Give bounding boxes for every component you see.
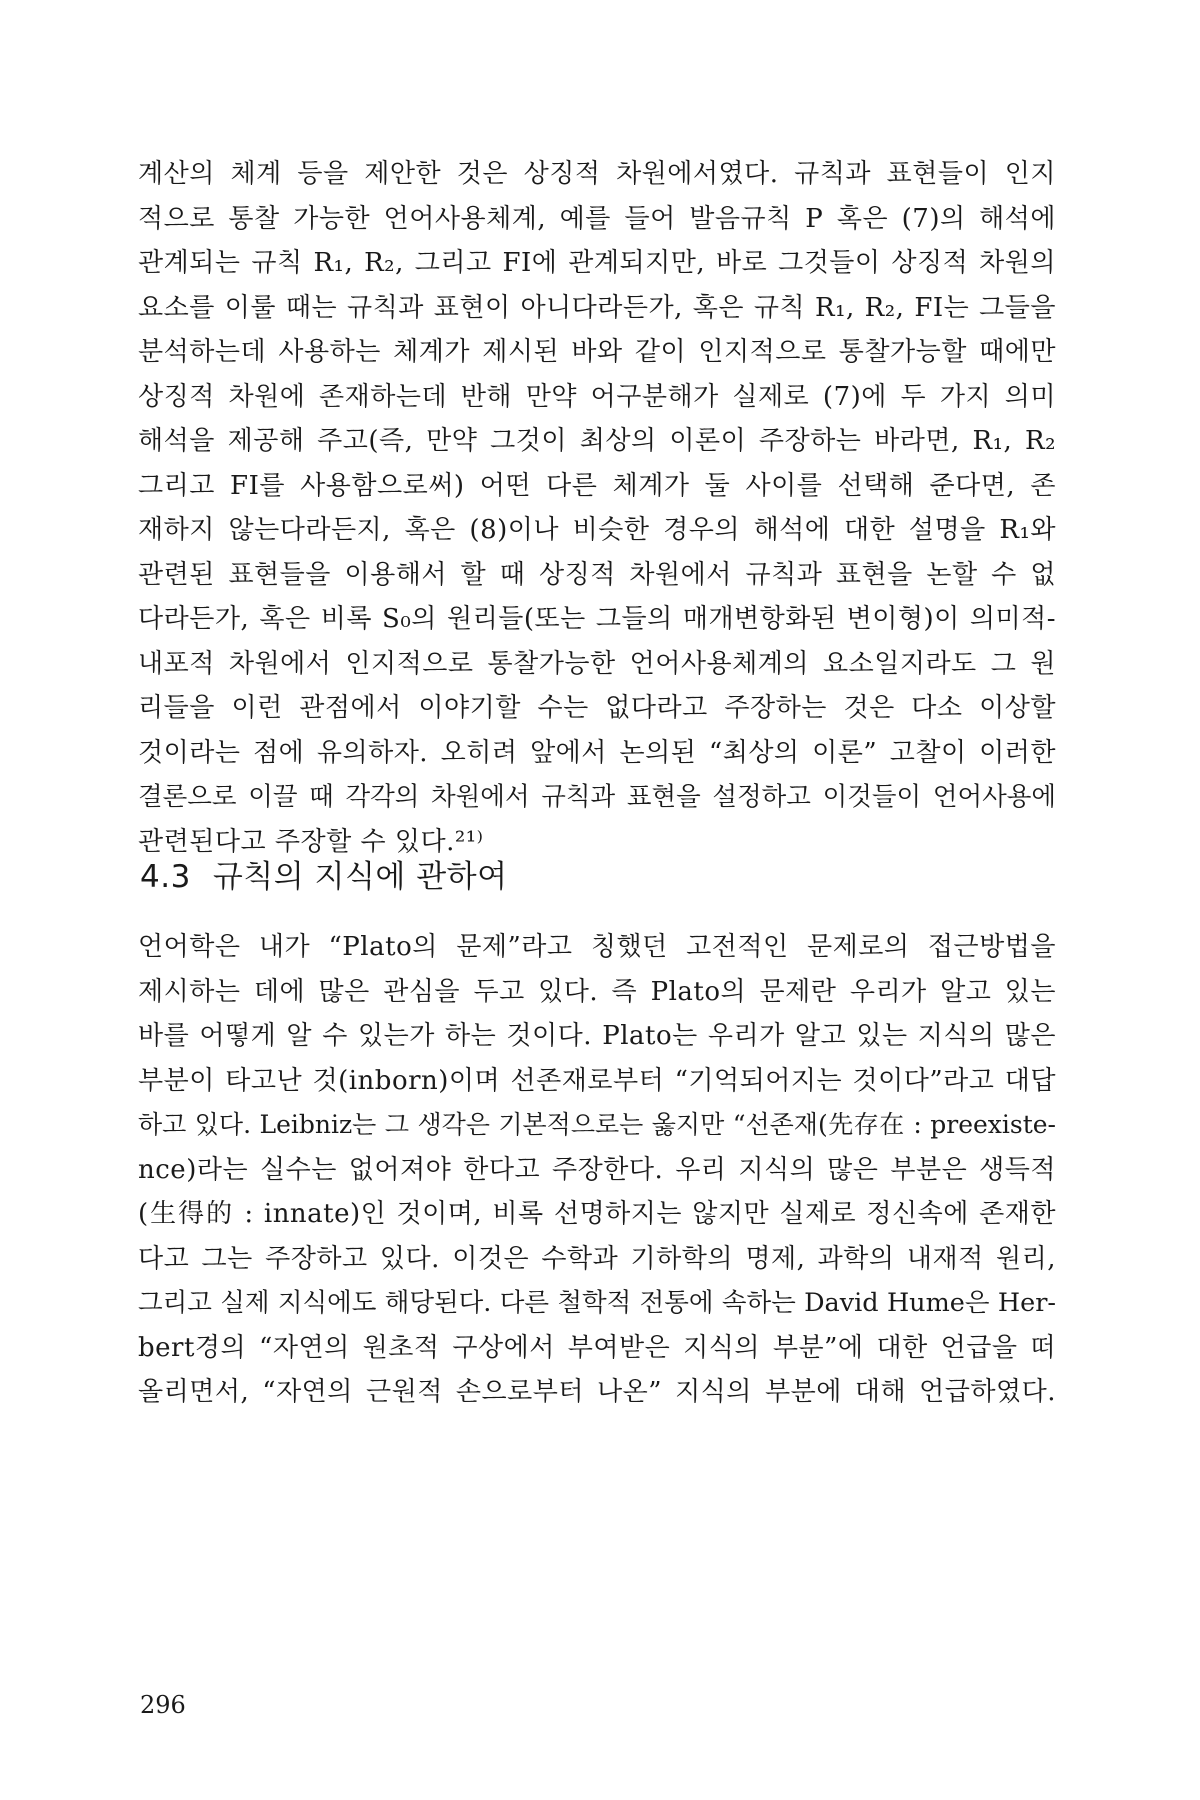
paragraph-line: 분석하는데 사용하는 체계가 제시된 바와 같이 인지적으로 통찰가능할 때에만 bbox=[138, 337, 1056, 367]
paragraph-line: 언어학은 내가 “Plato의 문제”라고 칭했던 고전적인 문제로의 접근방법을 bbox=[138, 932, 1056, 962]
paragraph-line: bert경의 “자연의 원초적 구상에서 부여받은 지식의 부분”에 대한 언급을 떠 bbox=[138, 1332, 1056, 1363]
paragraph-line: 관계되는 규칙 R₁, R₂, 그리고 FI에 관계되지만, 바로 그것들이 상징적 차원의 bbox=[138, 248, 1056, 278]
paragraph-line: 다라든가, 혹은 비록 S₀의 원리들(또는 그들의 매개변항화된 변이형)이 의미적- bbox=[138, 604, 1056, 634]
paragraph-line: 관련된 표현들을 이용해서 할 때 상징적 차원에서 규칙과 표현을 논할 수 없 bbox=[138, 559, 1056, 590]
paragraph-line: nce)라는 실수는 없어져야 한다고 주장한다. 우리 지식의 많은 부분은 생득적 bbox=[138, 1154, 1056, 1185]
paragraph-line: 제시하는 데에 많은 관심을 두고 있다. 즉 Plato의 문제란 우리가 알고 있는 bbox=[138, 976, 1056, 1007]
paragraph-line: 다고 그는 주장하고 있다. 이것은 수학과 기하학의 명제, 과학의 내재적 원리, bbox=[138, 1243, 1056, 1274]
paragraph-line: 그리고 실제 지식에도 해당된다. 다른 철학적 전통에 속하는 David Hume은 Her- bbox=[138, 1288, 1056, 1318]
paragraph-line: 상징적 차원에 존재하는데 반해 만약 어구분해가 실제로 (7)에 두 가지 의미 bbox=[138, 381, 1056, 412]
paragraph-line: 재하지 않는다라든지, 혹은 (8)이나 비슷한 경우의 해석에 대한 설명을 R₁와 bbox=[138, 515, 1056, 545]
paragraph-line: 것이라는 점에 유의하자. 오히려 앞에서 논의된 “최상의 이론” 고찰이 이러한 bbox=[138, 737, 1056, 768]
paragraph-line: 그리고 FI를 사용함으로써) 어떤 다른 체계가 둘 사이를 선택해 준다면, 존 bbox=[138, 470, 1056, 501]
section-heading bbox=[140, 855, 508, 899]
paragraph-line: 결론으로 이끌 때 각각의 차원에서 규칙과 표현을 설정하고 이것들이 언어사용에 bbox=[138, 782, 1056, 812]
paragraph-line: 부분이 타고난 것(inborn)이며 선존재로부터 “기억되어지는 것이다”라고 대답 bbox=[138, 1065, 1056, 1096]
paragraph-line: 해석을 제공해 주고(즉, 만약 그것이 최상의 이론이 주장하는 바라면, R₁, R₂ bbox=[138, 426, 1056, 456]
paragraph-line: (生得的 : innate)인 것이며, 비록 선명하지는 않지만 실제로 정신속에 존재한 bbox=[138, 1199, 1056, 1229]
paragraph-line: 내포적 차원에서 인지적으로 통찰가능한 언어사용체계의 요소일지라도 그 원 bbox=[138, 648, 1056, 679]
section-title: 규칙의 지식에 관하여 bbox=[212, 859, 508, 895]
paragraph-line: 계산의 체계 등을 제안한 것은 상징적 차원에서였다. 규칙과 표현들이 인지 bbox=[138, 159, 1056, 189]
page-number: 296 bbox=[140, 1691, 186, 1719]
paragraph-line: 리들을 이런 관점에서 이야기할 수는 없다라고 주장하는 것은 다소 이상할 bbox=[138, 693, 1056, 723]
paragraph-line: 바를 어떻게 알 수 있는가 하는 것이다. Plato는 우리가 알고 있는 지식의 많은 bbox=[138, 1021, 1056, 1051]
section-number: 4.3 bbox=[140, 859, 191, 895]
body-paragraph-1 bbox=[138, 152, 1056, 864]
paragraph-line: 관련된다고 주장할 수 있다.²¹⁾ bbox=[138, 826, 484, 857]
paragraph-line: 올리면서, “자연의 근원적 손으로부터 나온” 지식의 부분에 대해 언급하였다. bbox=[138, 1377, 1056, 1407]
body-paragraph-2 bbox=[138, 925, 1056, 1415]
paragraph-line: 요소를 이룰 때는 규칙과 표현이 아니다라든가, 혹은 규칙 R₁, R₂, FI는 그들을 bbox=[138, 292, 1056, 323]
paragraph-line: 하고 있다. Leibniz는 그 생각은 기본적으로는 옳지만 “선존재(先存在 : preexiste- bbox=[138, 1110, 1056, 1139]
paragraph-line: 적으로 통찰 가능한 언어사용체계, 예를 들어 발음규칙 P 혹은 (7)의 해석에 bbox=[138, 203, 1056, 234]
